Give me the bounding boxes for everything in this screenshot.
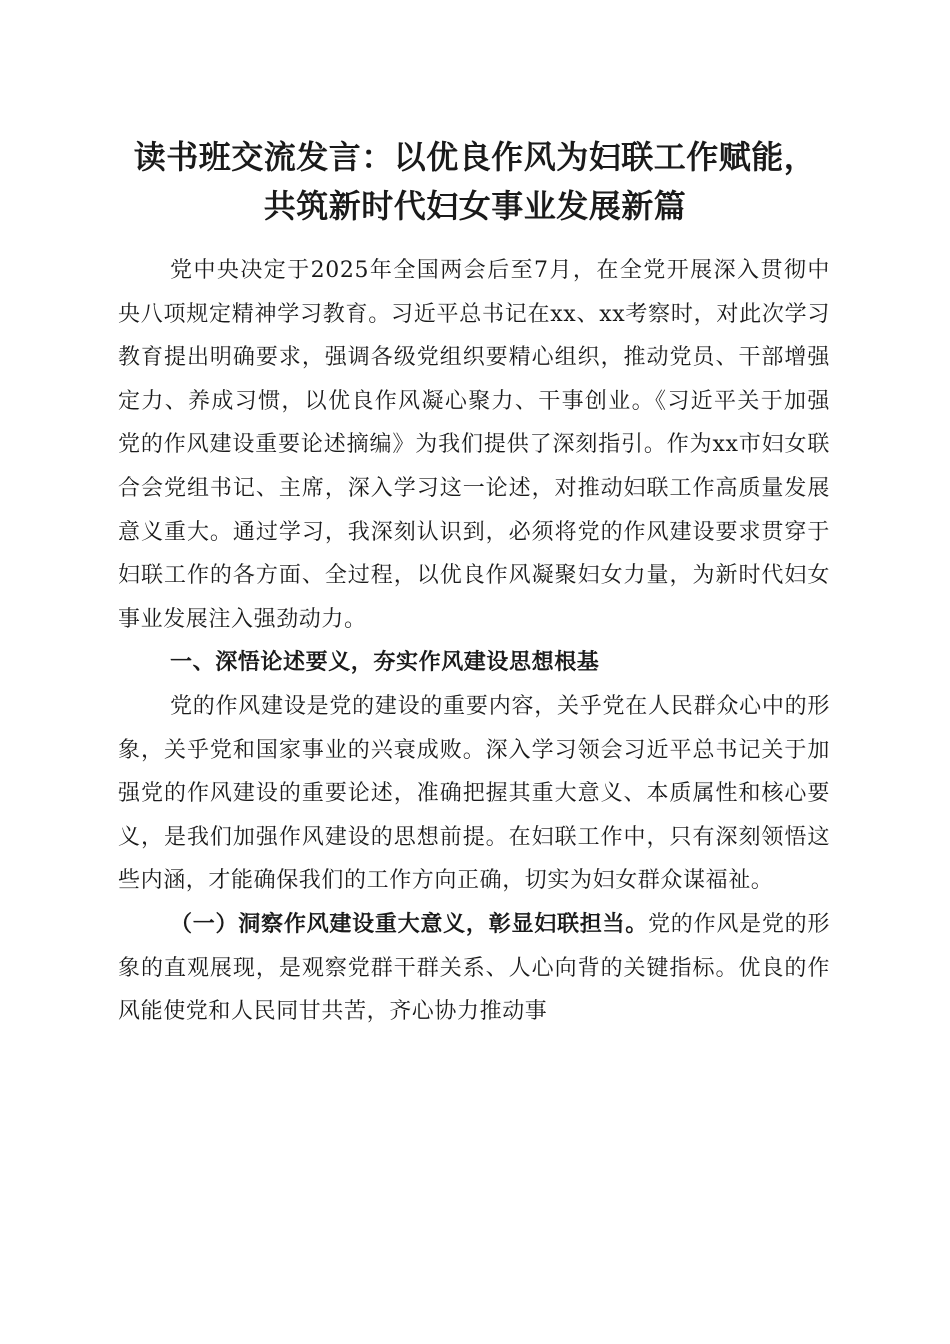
subsection-1-lead: （一）洞察作风建设重大意义，彰显妇联担当。 — [170, 911, 649, 937]
document-body — [118, 249, 830, 1034]
section-1-heading: 一、深悟论述要义，夯实作风建设思想根基 — [170, 650, 600, 676]
document-title-line-1: 读书班交流发言：以优良作风为妇联工作赋能， — [133, 138, 817, 176]
subsection-1-text: 党的作风是党的形象的直观展现，是观察党群干群关系、人心向背的关键指标。优良的作风能使党和人民同甘共苦，齐心协力推动事 — [118, 911, 830, 1025]
subsection-1-paragraph — [118, 903, 830, 1034]
intro-paragraph: 党中央决定于2025年全国两会后至7月，在全党开展深入贯彻中央八项规定精神学习教育。习近平总书记在xx、xx考察时，对此次学习教育提出明确要求，强调各级党组织要精心组织，推动党员、干部增强定力、养成习惯，以优良作风凝心聚力、干事创业。《习近平关于加强党的作风建设重要论述摘编》为我们提供了深刻指引。作为xx市妇女联合会党组书记、主席，深入学习这一论述，对推动妇联工作高质量发展意义重大。通过学习，我深刻认识到，必须将党的作风建设要求贯穿于妇联工作的各方面、全过程，以优良作风凝聚妇女力量，为新时代妇女事业发展注入强劲动力。 — [118, 258, 830, 632]
section-1-paragraph: 党的作风建设是党的建设的重要内容，关乎党在人民群众心中的形象，关乎党和国家事业的兴衰成败。深入学习领会习近平总书记关于加强党的作风建设的重要论述，准确把握其重大意义、本质属性和核心要义，是我们加强作风建设的思想前提。在妇联工作中，只有深刻领悟这些内涵，才能确保我们的工作方向正确，切实为妇女群众谋福祉。 — [118, 693, 830, 894]
document-title-line-2: 共筑新时代妇女事业发展新篇 — [263, 187, 687, 225]
